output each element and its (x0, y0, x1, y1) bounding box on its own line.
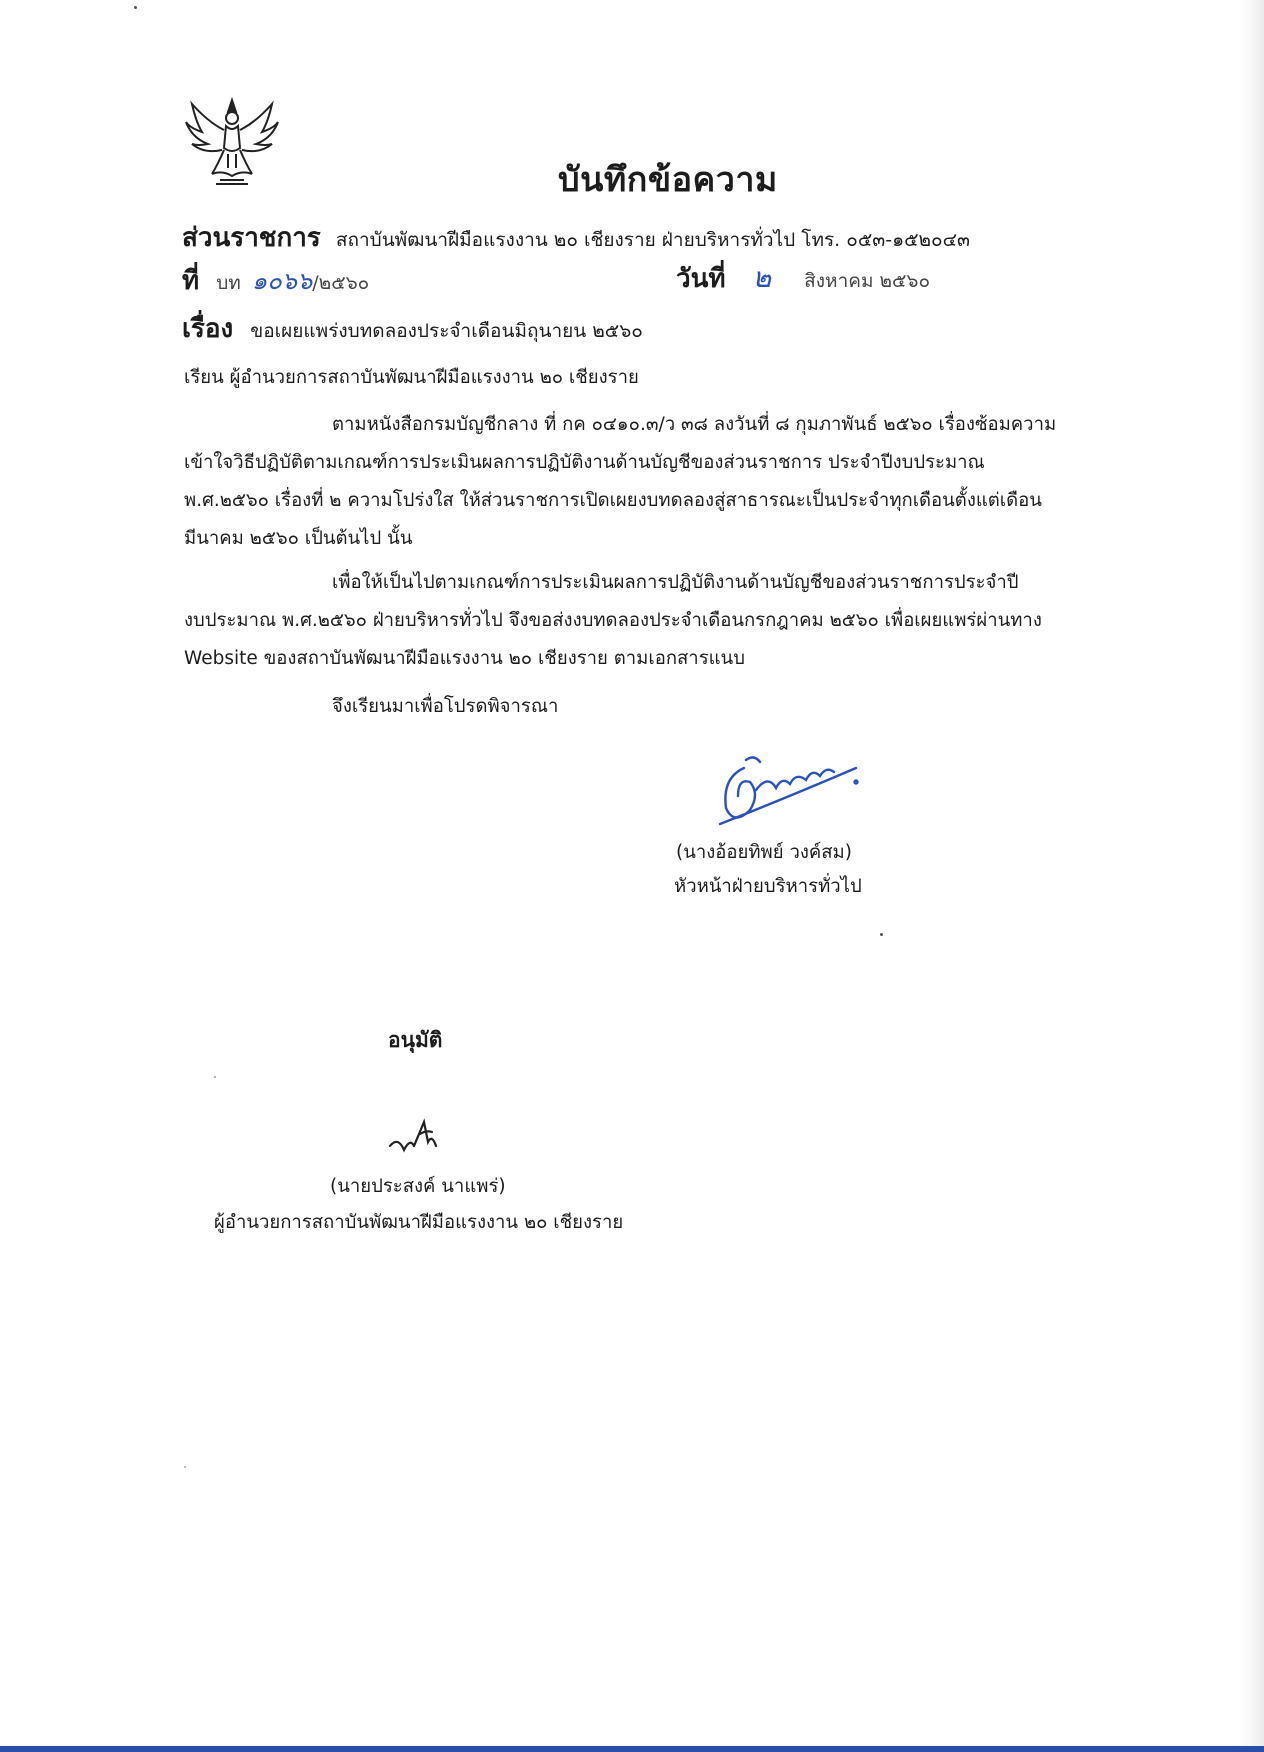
scan-speck (184, 1466, 186, 1468)
paragraph-1-line-2: เข้าใจวิธีปฏิบัติตามเกณฑ์การประเมินผลการปฏิบัติงานด้านบัญชีของส่วนราชการ ประจำปีงบประมาณ (184, 452, 985, 473)
reference-year: /๒๕๖๐ (312, 272, 370, 294)
reference-label: ที่ (182, 266, 200, 296)
agency-label: ส่วนราชการ (182, 223, 321, 253)
reference-number-handwritten: ๑๐๖๖ (251, 267, 313, 295)
reference-prefix: บท (216, 272, 241, 294)
scan-speck (880, 933, 883, 936)
subject-label: เรื่อง (182, 314, 234, 344)
memo-title: บันทึกข้อความ (558, 160, 778, 200)
scan-speck (214, 1076, 216, 1078)
paragraph-2-line-2: งบประมาณ พ.ศ.๒๕๖๐ ฝ่ายบริหารทั่วไป จึงขอส่งงบทดลองประจำเดือนกรกฎาคม ๒๕๖๐ เพื่อเผยแพร่ผ่านทาง (184, 610, 1042, 631)
signer-position: หัวหน้าฝ่ายบริหารทั่วไป (674, 876, 862, 897)
paragraph-1-line-1: ตามหนังสือกรมบัญชีกลาง ที่ กค ๐๔๑๐.๓/ว ๓๘ ลงวันที่ ๘ กุมภาพันธ์ ๒๕๖๐ เรื่องซ้อมความ (332, 414, 1057, 435)
date-line (676, 256, 930, 300)
subject-line (182, 308, 643, 349)
paragraph-1-line-4: มีนาคม ๒๕๖๐ เป็นต้นไป นั้น (184, 528, 413, 549)
subject-value: ขอเผยแพร่งบทดลองประจำเดือนมิถุนายน ๒๕๖๐ (250, 320, 643, 342)
paragraph-2-line-3: Website ของสถาบันพัฒนาฝีมือแรงงาน ๒๐ เชียงราย ตามเอกสารแนบ (184, 648, 745, 669)
agency-value: สถาบันพัฒนาฝีมือแรงงาน ๒๐ เชียงราย ฝ่ายบริหารทั่วไป โทร. ๐๕๓-๑๕๒๐๔๓ (335, 229, 971, 251)
agency-line (182, 217, 970, 258)
date-month-year: สิงหาคม ๒๕๖๐ (804, 270, 931, 292)
closing-line: จึงเรียนมาเพื่อโปรดพิจารณา (332, 696, 559, 717)
approval-label: อนุมัติ (388, 1028, 443, 1052)
scan-edge-shadow (1240, 0, 1264, 1752)
date-day-handwritten: ๒ (752, 261, 772, 294)
approver-name: (นายประสงค์ นาแพร่) (330, 1176, 506, 1197)
date-label: วันที่ (676, 264, 726, 294)
approver-signature-icon (384, 1116, 440, 1158)
addressee-line: เรียน ผู้อำนวยการสถาบันพัฒนาฝีมือแรงงาน ๒๐ เชียงราย (184, 367, 639, 388)
paragraph-2-line-1: เพื่อให้เป็นไปตามเกณฑ์การประเมินผลการปฏิบัติงานด้านบัญชีของส่วนราชการประจำปี (332, 572, 1019, 593)
approver-position: ผู้อำนวยการสถาบันพัฒนาฝีมือแรงงาน ๒๐ เชียงราย (214, 1212, 624, 1233)
scan-bottom-edge (0, 1746, 1264, 1752)
garuda-emblem-icon (182, 92, 282, 192)
paragraph-1-line-3: พ.ศ.๒๕๖๐ เรื่องที่ ๒ ความโปร่งใส ให้ส่วนราชการเปิดเผยงบทดลองสู่สาธารณะเป็นประจำทุกเดือนตั้งแต่เดือน (184, 490, 1042, 511)
reference-line (182, 260, 369, 301)
scan-speck (134, 6, 137, 9)
signer-name: (นางอ้อยทิพย์ วงค์สม) (676, 842, 852, 863)
signer-signature-icon (716, 738, 866, 828)
